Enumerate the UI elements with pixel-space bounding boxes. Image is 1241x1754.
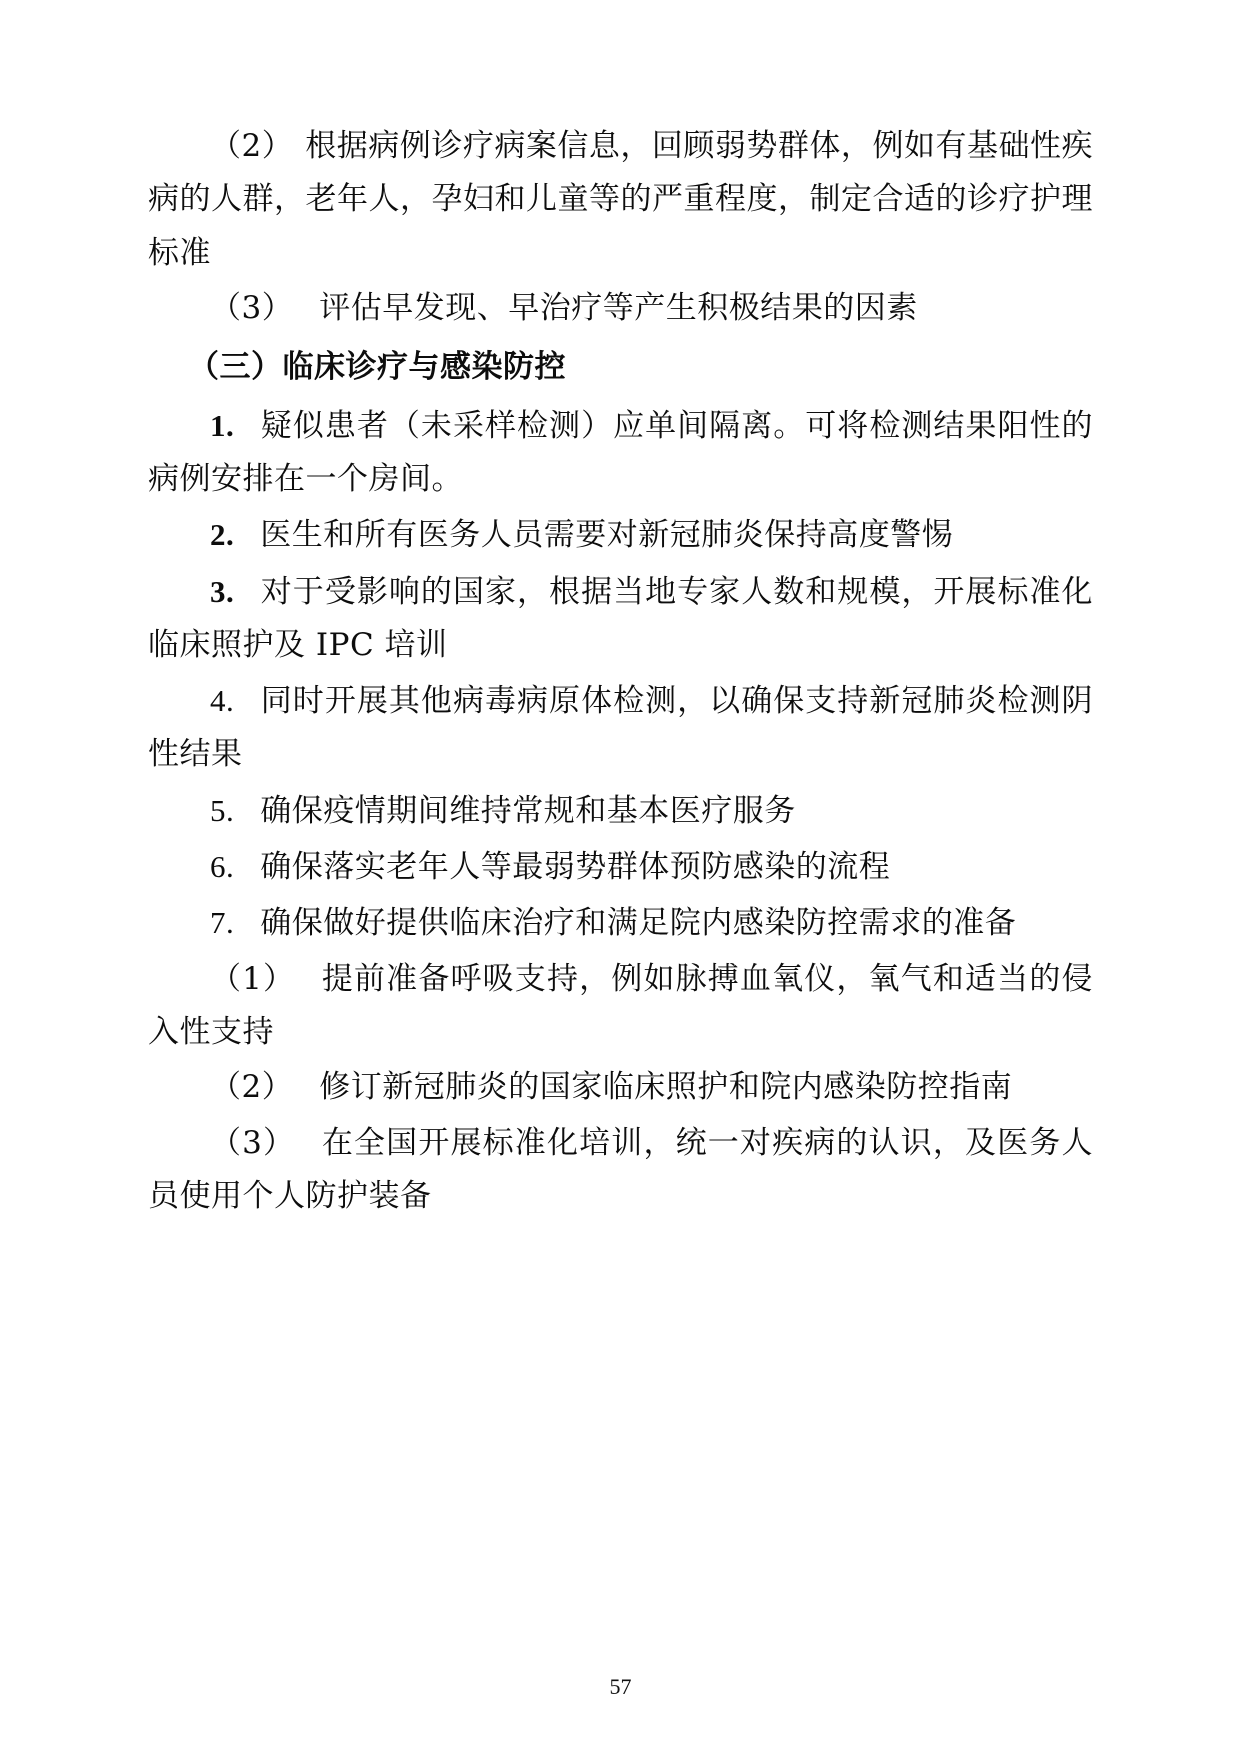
document-body — [148, 120, 1093, 1223]
paragraph-label: 5. — [210, 792, 235, 828]
heading-clinical-care — [148, 341, 1093, 394]
paragraph-p-2-vulnerable-groups — [148, 120, 1093, 280]
paragraph-text: 确保做好提供临床治疗和满足院内感染防控需求的准备 — [260, 905, 1017, 942]
paragraph-text: 修订新冠肺炎的国家临床照护和院内感染防控指南 — [319, 1069, 1013, 1106]
paragraph-item-2-vigilance — [148, 508, 1093, 562]
paragraph-text: 在全国开展标准化培训，统一对疾病的认识，及医务人员使用个人防护装备 — [148, 1124, 1093, 1214]
paragraph-text: 同时开展其他病毒病原体检测，以确保支持新冠肺炎检测阴性结果 — [148, 683, 1093, 773]
paragraph-label: （3） — [210, 289, 294, 326]
paragraph-text: 根据病例诊疗病案信息，回顾弱势群体，例如有基础性疾病的人群，老年人，孕妇和儿童等的严重程度，制定合适的诊疗护理标准 — [148, 128, 1094, 271]
paragraph-text: 提前准备呼吸支持，例如脉搏血氧仪，氧气和适当的侵入性支持 — [148, 960, 1093, 1050]
paragraph-label: 7. — [210, 905, 235, 941]
paragraph-label: 4. — [210, 683, 235, 719]
paragraph-sub-3-national-training — [148, 1117, 1093, 1224]
paragraph-item-5-essential-services — [148, 784, 1093, 838]
paragraph-item-7-readiness — [148, 896, 1093, 950]
paragraph-sub-1-respiratory-support — [148, 953, 1093, 1060]
paragraph-text: 医生和所有医务人员需要对新冠肺炎保持高度警惕 — [260, 517, 954, 554]
paragraph-item-6-elderly-prevention — [148, 840, 1093, 894]
paragraph-item-4-other-pathogens — [148, 674, 1093, 782]
paragraph-text: 确保疫情期间维持常规和基本医疗服务 — [260, 792, 796, 829]
paragraph-sub-2-revise-guidelines — [148, 1061, 1093, 1114]
paragraph-text: 对于受影响的国家，根据当地专家人数和规模，开展标准化临床照护及 IPC 培训 — [148, 573, 1093, 663]
paragraph-p-3-early-detection — [148, 282, 1093, 335]
paragraph-label: （2） — [210, 128, 294, 164]
paragraph-label: （3） — [210, 1124, 296, 1161]
paragraph-text: 疑似患者（未采样检测）应单间隔离。可将检测结果阳性的病例安排在一个房间。 — [148, 407, 1093, 497]
page-number: 57 — [609, 1674, 632, 1699]
heading-text: （三）临床诊疗与感染防控 — [188, 349, 566, 386]
paragraph-item-1-isolation — [148, 399, 1093, 507]
paragraph-label: 2. — [210, 517, 235, 553]
paragraph-label: 1. — [210, 407, 235, 443]
paragraph-label: （2） — [210, 1069, 294, 1106]
paragraph-text: 评估早发现、早治疗等产生积极结果的因素 — [319, 289, 918, 326]
paragraph-label: 3. — [210, 573, 235, 609]
paragraph-label: 6. — [210, 849, 235, 885]
paragraph-label: （1） — [210, 960, 296, 997]
paragraph-text: 确保落实老年人等最弱势群体预防感染的流程 — [260, 849, 891, 886]
paragraph-item-3-ipc-training — [148, 565, 1093, 673]
